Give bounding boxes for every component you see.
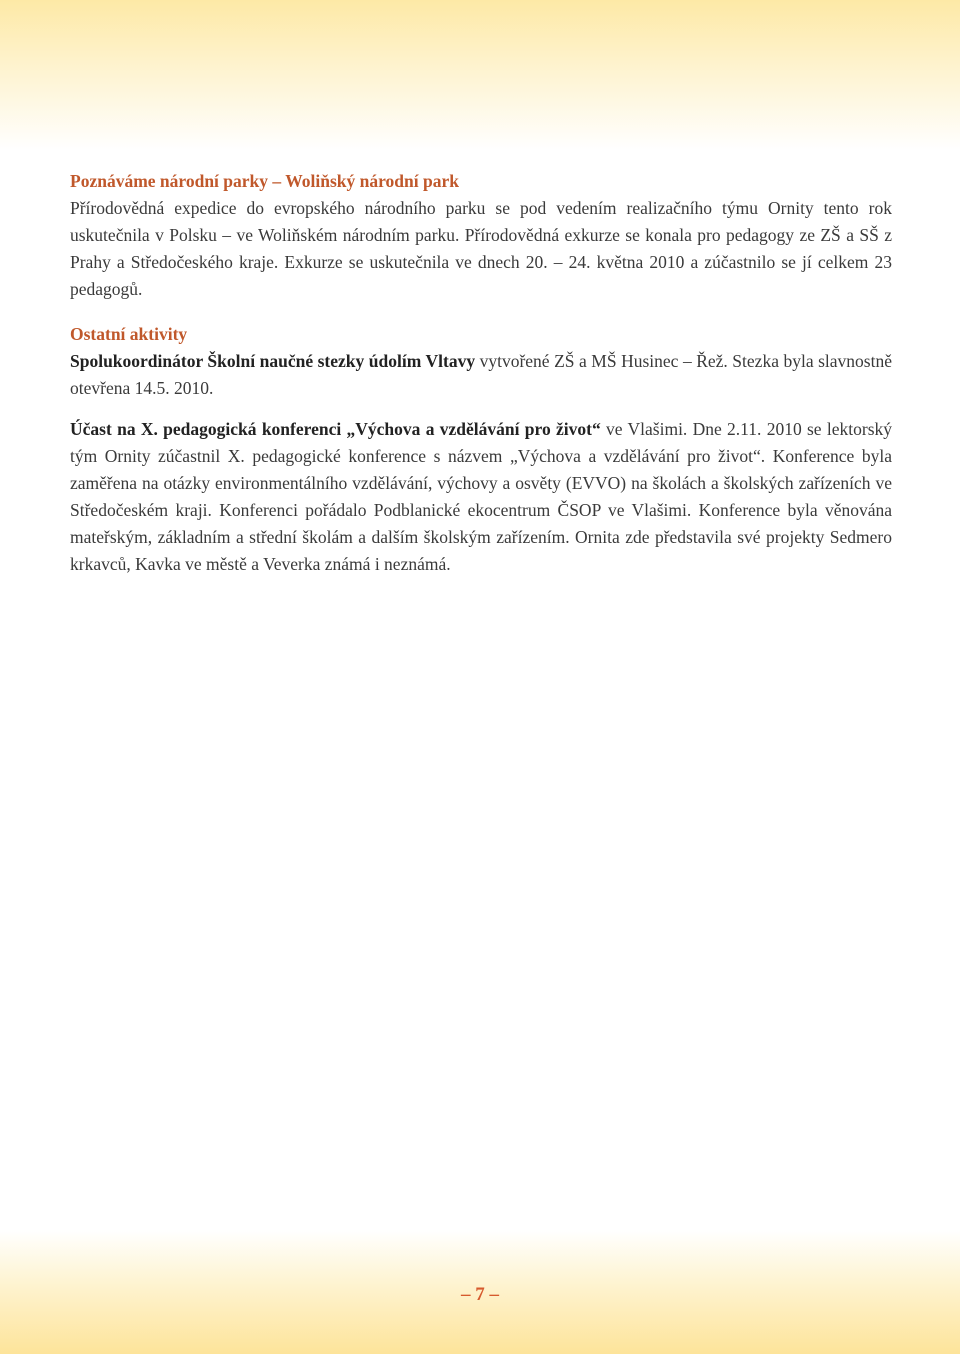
- paragraph-text: vytvořené ZŠ a MŠ Husinec – Řež. Stezka byla slavnostně otevřena 14.5. 2010.: [70, 351, 892, 398]
- paragraph-text: ve Vlašimi. Dne 2.11. 2010 se lektorský tým Ornity zúčastnil X. pedagogické konference s názvem „Výchova a vzdělávání pro život“. Konference byla zaměřena na otázky environmentálního vzdělávání, výchovy a osvěty (EVVO) na školách a školských zařízeních ve Středočeském kraji. Konferenci pořádalo Podblanické ekocentrum ČSOP ve Vlašimi. Konference byla věnována mateřským, základním a střední školám a dalším školským zařízením. Ornita zde představila své projekty Sedmero krkavců, Kavka ve městě a Veverka známá i neznámá.: [70, 419, 893, 574]
- top-gradient-band: [0, 0, 960, 150]
- page-content: [70, 168, 892, 596]
- section-other-activities: [70, 321, 892, 578]
- page-number: – 7 –: [461, 1284, 499, 1305]
- section-paragraph: [70, 416, 892, 578]
- section-wolin-national-park: [70, 168, 892, 303]
- paragraph-lead-bold: Účast na X. pedagogická konferenci „Výchova a vzdělávání pro život“: [70, 419, 601, 439]
- section-paragraph: [70, 348, 892, 402]
- paragraph-lead-bold: Spolukoordinátor Školní naučné stezky údolím Vltavy: [70, 351, 476, 371]
- section-heading: Poznáváme národní parky – Woliňský národní park: [70, 171, 459, 191]
- section-heading: Ostatní aktivity: [70, 324, 188, 344]
- section-paragraph: Přírodovědná expedice do evropského národního parku se pod vedením realizačního týmu Ornity tento rok uskutečnila v Polsku – ve Woliňském národním parku. Přírodovědná exkurze se konala pro pedagogy ze ZŠ a SŠ z Prahy a Středočeského kraje. Exkurze se uskutečnila ve dnech 20. – 24. května 2010 a zúčastnilo se jí celkem 23 pedagogů.: [70, 198, 892, 299]
